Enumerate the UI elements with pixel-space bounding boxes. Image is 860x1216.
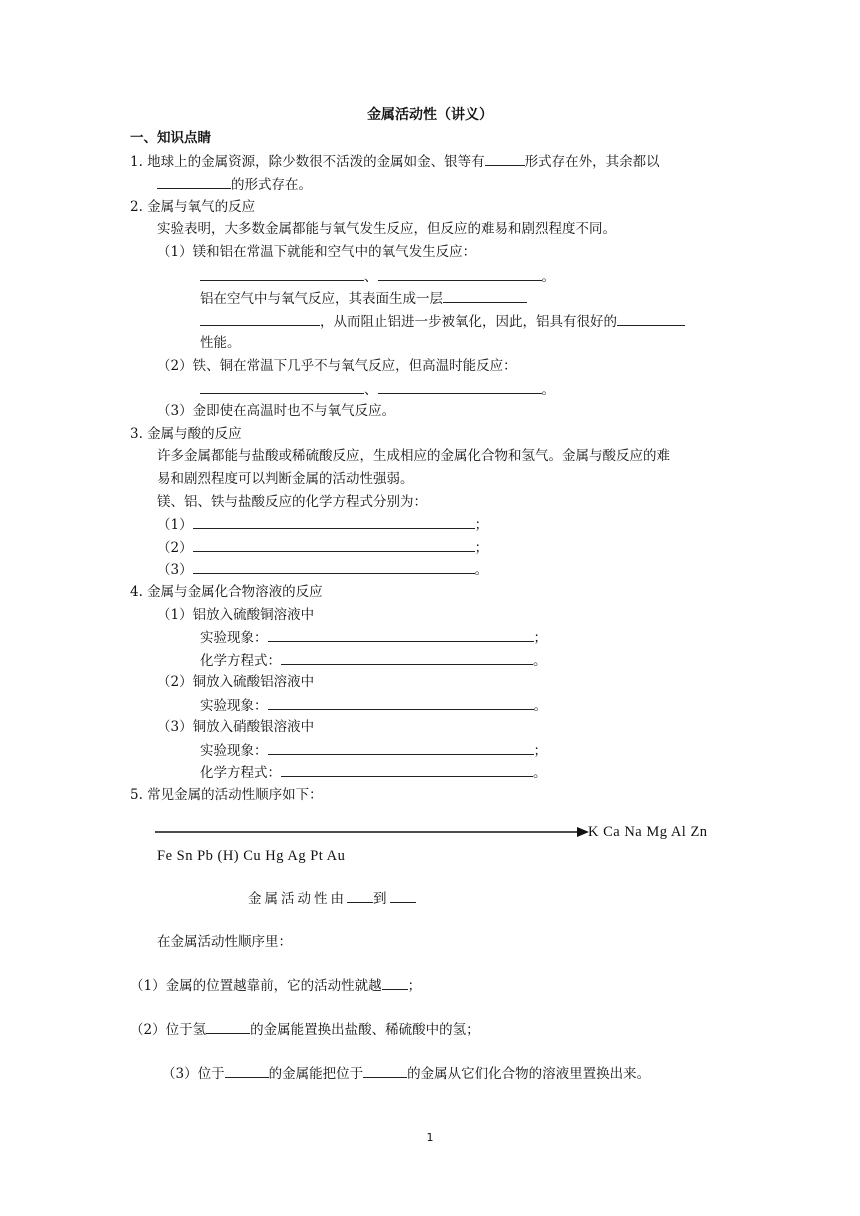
item-2-al-line-2	[200, 311, 685, 331]
item-4-sub-1: （1）铝放入硫酸铜溶液中	[157, 607, 315, 623]
answer-blank[interactable]	[193, 537, 475, 552]
activity-arrow	[155, 826, 589, 838]
eq-index: （3）	[157, 562, 193, 578]
answer-blank[interactable]	[268, 740, 534, 755]
item-3-heading: 3. 金属与酸的反应	[130, 426, 242, 442]
separator: 、	[364, 269, 378, 285]
item-4-heading: 4. 金属与金属化合物溶液的反应	[130, 584, 323, 600]
item-4-eq-1	[200, 650, 547, 670]
item-2-al-line-3: 性能。	[200, 335, 241, 351]
period: 。	[533, 653, 547, 669]
order-text-a: 金属活动性由	[248, 891, 347, 907]
answer-blank[interactable]	[268, 695, 534, 710]
answer-blank[interactable]	[193, 559, 475, 574]
answer-blank[interactable]	[268, 627, 534, 642]
semicolon: ；	[474, 517, 489, 533]
rule-3-text-c: 的金属从它们化合物的溶液里置换出来。	[407, 1066, 651, 1082]
al-text-b: ，从而阻止铝进一步被氧化，因此，铝具有很好的	[320, 314, 617, 330]
item-2-intro: 实验表明，大多数金属都能与氧气发生反应，但反应的难易和剧烈程度不同。	[157, 221, 616, 237]
answer-blank[interactable]	[617, 311, 685, 326]
answer-blank[interactable]	[382, 975, 408, 990]
answer-blank[interactable]	[390, 888, 416, 903]
answer-blank[interactable]	[225, 1063, 269, 1078]
item-3-eq-3	[157, 559, 488, 579]
period: 。	[541, 269, 555, 285]
item-1-line-1	[130, 151, 660, 171]
eq-index: （2）	[157, 540, 193, 556]
order-text-b: 到	[373, 891, 390, 907]
separator: 、	[364, 382, 378, 398]
item-4-phen-1	[200, 627, 547, 647]
item-4-sub-3: （3）铜放入硝酸银溶液中	[157, 719, 315, 735]
semicolon: ；	[407, 978, 422, 994]
item-1-line-2	[157, 174, 312, 194]
semicolon: ；	[474, 540, 489, 556]
rule-1-text: （1）金属的位置越靠前，它的活动性就越	[130, 978, 382, 994]
rule-2-text-a: （2）位于氢	[130, 1022, 207, 1038]
rule-2-text-b: 的金属能置换出盐酸、稀硫酸中的氢；	[250, 1022, 480, 1038]
item-1-text-c: 的形式存在。	[231, 177, 312, 193]
phenomenon-label: 实验现象：	[200, 743, 268, 759]
item-4-sub-2: （2）铜放入硫酸铝溶液中	[157, 674, 315, 690]
answer-blank[interactable]	[378, 266, 542, 281]
section-heading: 一、知识点睛	[130, 130, 211, 146]
item-2-sub-2: （2）铁、铜在常温下几乎不与氧气反应，但高温时能反应：	[157, 358, 517, 374]
item-4-eq-3	[200, 762, 547, 782]
item-3-text-2: 易和剧烈程度可以判断金属的活动性强弱。	[157, 471, 414, 487]
equation-label: 化学方程式：	[200, 765, 281, 781]
item-2-answer-line-2	[200, 379, 555, 399]
rule-3	[162, 1063, 650, 1083]
item-4-phen-2	[200, 695, 547, 715]
period: 。	[474, 562, 489, 578]
semicolon: ；	[533, 630, 547, 646]
item-3-eq-1	[157, 514, 488, 534]
answer-blank[interactable]	[281, 762, 533, 777]
item-2-sub-3: （3）金即使在高温时也不与氧气反应。	[157, 403, 396, 419]
answer-blank[interactable]	[281, 650, 533, 665]
semicolon: ；	[533, 743, 547, 759]
item-3-text-3: 镁、铝、铁与盐酸反应的化学方程式分别为：	[157, 494, 427, 510]
metal-series-line-1: K Ca Na Mg Al Zn	[588, 824, 708, 840]
answer-blank[interactable]	[200, 311, 320, 326]
document-title: 金属活动性（讲义）	[367, 107, 493, 123]
item-1-text-a: 1. 地球上的金属资源，除少数很不活泼的金属如金、银等有	[130, 154, 485, 170]
answer-blank[interactable]	[378, 379, 542, 394]
item-5-heading: 5. 常见金属的活动性顺序如下：	[130, 787, 323, 803]
activity-order-line	[248, 888, 416, 908]
rule-3-text-b: 的金属能把位于	[268, 1066, 364, 1082]
answer-blank[interactable]	[200, 266, 364, 281]
page-number: 1	[426, 1131, 434, 1144]
rule-2	[130, 1019, 480, 1039]
metal-series-line-2: Fe Sn Pb (H) Cu Hg Ag Pt Au	[157, 848, 346, 864]
answer-blank[interactable]	[363, 1063, 407, 1078]
phenomenon-label: 实验现象：	[200, 698, 268, 714]
phenomenon-label: 实验现象：	[200, 630, 268, 646]
item-2-answer-line-1	[200, 266, 555, 286]
answer-blank[interactable]	[443, 288, 527, 303]
period: 。	[533, 698, 547, 714]
answer-blank[interactable]	[157, 174, 231, 189]
al-text-a: 铝在空气中与氧气反应，其表面生成一层	[200, 291, 443, 307]
rule-1	[130, 975, 421, 995]
period: 。	[533, 765, 547, 781]
equation-label: 化学方程式：	[200, 653, 281, 669]
eq-index: （1）	[157, 517, 193, 533]
answer-blank[interactable]	[206, 1019, 250, 1034]
item-2-sub-1: （1）镁和铝在常温下就能和空气中的氧气发生反应：	[157, 244, 477, 260]
period: 。	[541, 382, 555, 398]
answer-blank[interactable]	[485, 151, 525, 166]
item-3-text-1: 许多金属都能与盐酸或稀硫酸反应，生成相应的金属化合物和氢气。金属与酸反应的难	[157, 448, 670, 464]
item-5-intro: 在金属活动性顺序里：	[157, 934, 292, 950]
item-2-al-line-1	[200, 288, 527, 308]
item-1-text-b: 形式存在外，其余都以	[524, 154, 660, 170]
answer-blank[interactable]	[347, 888, 373, 903]
answer-blank[interactable]	[200, 379, 364, 394]
item-4-phen-3	[200, 740, 547, 760]
answer-blank[interactable]	[193, 514, 475, 529]
item-2-heading: 2. 金属与氧气的反应	[130, 199, 256, 215]
rule-3-text-a: （3）位于	[162, 1066, 225, 1082]
item-3-eq-2	[157, 537, 488, 557]
